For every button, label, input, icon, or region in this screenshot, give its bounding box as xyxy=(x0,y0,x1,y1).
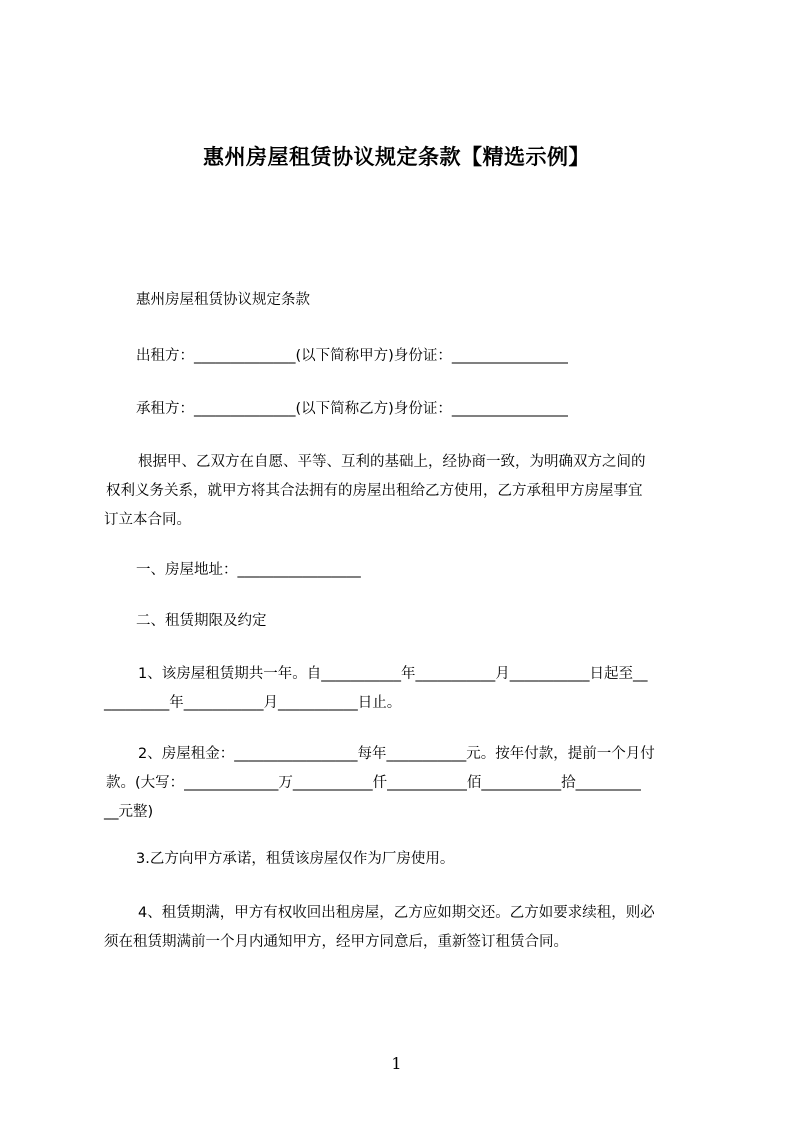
preamble-line-2: 权利义务关系，就甲方将其合法拥有的房屋出租给乙方使用，乙方承租甲方房屋事宜 xyxy=(106,483,643,499)
clause-4-paragraph xyxy=(104,899,655,957)
clause-2-line-1: 2、房屋租金：_________________每年___________元。按年付款，提前一个月付 xyxy=(138,746,655,762)
document-subtitle: 惠州房屋租赁协议规定条款 xyxy=(136,292,310,308)
document-title: 惠州房屋租赁协议规定条款【精选示例】 xyxy=(203,145,590,169)
clause-1-line-2: _________年___________月___________日止。 xyxy=(104,695,402,711)
clause-2-line-2: 款。(大写：_____________万___________仟___________佰___________拾_________ xyxy=(106,775,641,791)
lessor-line: 出租方：______________(以下简称甲方)身份证：________________ xyxy=(136,348,568,364)
section-2-heading: 二、租赁期限及约定 xyxy=(136,613,267,629)
clause-4-line-2: 须在租赁期满前一个月内通知甲方，经甲方同意后，重新签订租赁合同。 xyxy=(104,934,568,950)
lessee-line: 承租方：______________(以下简称乙方)身份证：________________ xyxy=(136,401,568,417)
preamble-line-1: 根据甲、乙双方在自愿、平等、互利的基础上，经协商一致，为明确双方之间的 xyxy=(138,454,646,470)
page-number: 1 xyxy=(391,1054,402,1073)
preamble-line-3: 订立本合同。 xyxy=(104,512,191,528)
clause-1-line-1: 1、该房屋租赁期共一年。自___________年___________月___________日起至__ xyxy=(138,666,648,682)
clause-3: 3.乙方向甲方承诺，租赁该房屋仅作为厂房使用。 xyxy=(136,851,455,867)
section-1-heading: 一、房屋地址：_________________ xyxy=(136,562,361,578)
clause-2-paragraph xyxy=(104,740,655,827)
preamble-paragraph xyxy=(104,448,646,535)
clause-1-paragraph xyxy=(104,660,647,718)
clause-4-line-1: 4、租赁期满，甲方有权收回出租房屋，乙方应如期交还。乙方如要求续租，则必 xyxy=(138,905,655,921)
clause-2-line-3: __元整) xyxy=(104,804,154,820)
